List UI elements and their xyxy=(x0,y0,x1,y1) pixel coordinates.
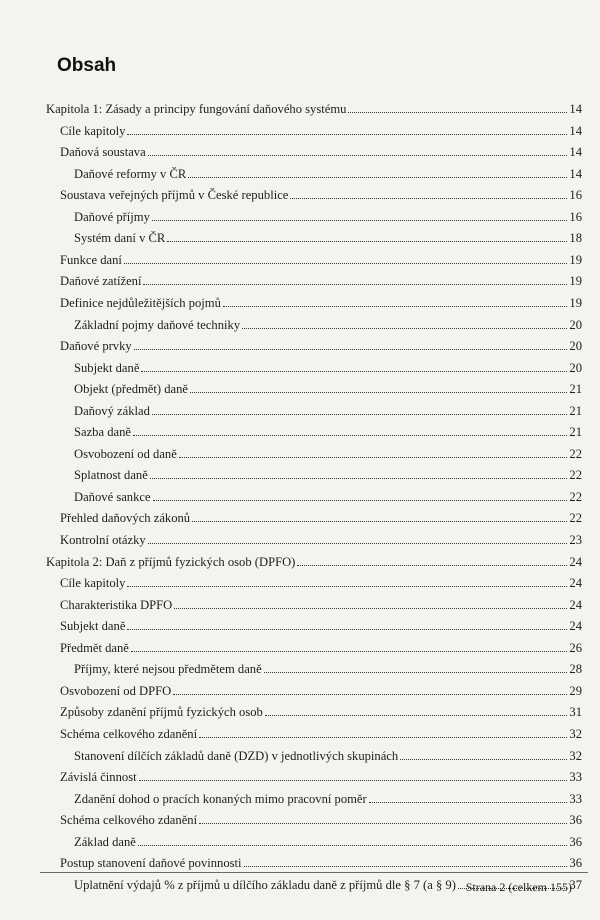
toc-entry xyxy=(60,699,582,719)
toc-dot-leader xyxy=(369,802,568,803)
toc-entry xyxy=(60,635,582,655)
toc-dot-leader xyxy=(139,780,568,781)
toc-entry-title: Způsoby zdanění příjmů fyzických osob xyxy=(60,705,263,720)
toc-entry-title: Postup stanovení daňové povinnosti xyxy=(60,856,242,871)
toc-entry xyxy=(60,807,582,827)
toc-entry-page-number: 32 xyxy=(569,726,582,741)
toc-entry-title: Daňové reformy v ČR xyxy=(74,166,187,181)
toc-entry xyxy=(60,505,582,525)
toc-entry-title: Schéma celkového zdanění xyxy=(60,726,198,741)
toc-entry-page-number: 19 xyxy=(569,295,582,310)
toc-entry-page-number: 33 xyxy=(569,791,582,806)
toc-entry-title: Kontrolní otázky xyxy=(60,533,146,547)
footer-divider xyxy=(40,872,588,873)
toc-entry-title: Daňové sankce xyxy=(74,489,151,504)
toc-dot-leader xyxy=(265,715,568,716)
toc-entry-title: Sazba daně xyxy=(74,425,131,440)
toc-entry xyxy=(74,656,582,676)
toc-dot-leader xyxy=(242,328,567,329)
toc-dot-leader xyxy=(199,823,567,824)
toc-entry xyxy=(74,441,582,461)
toc-entry-title: Charakteristika DPFO xyxy=(60,597,173,612)
toc-dot-leader xyxy=(174,608,567,609)
toc-entry-page-number: 19 xyxy=(569,252,582,267)
toc-entry-title: Cíle kapitoly xyxy=(60,123,126,138)
toc-dot-leader xyxy=(348,112,567,113)
toc-entry-title: Uplatnění výdajů % z příjmů u dílčího základu daně z příjmů dle § 7 (a § 9) xyxy=(74,877,456,892)
toc-entry-page-number: 36 xyxy=(569,813,582,828)
toc-dot-leader xyxy=(152,220,568,221)
toc-entry-page-number: 24 xyxy=(569,619,582,634)
toc-dot-leader xyxy=(244,866,568,867)
toc-entry xyxy=(60,139,582,159)
toc-entry-title: Subjekt daně xyxy=(60,619,126,634)
toc-entry-page-number: 24 xyxy=(569,576,582,591)
toc-dot-leader xyxy=(179,457,568,458)
toc-entry-title: Přehled daňových zákonů xyxy=(60,511,191,526)
toc-entry xyxy=(60,247,582,267)
toc-entry xyxy=(60,721,582,741)
toc-entry-page-number: 21 xyxy=(569,425,582,440)
toc-dot-leader xyxy=(190,392,567,393)
toc-dot-leader xyxy=(150,478,568,479)
toc-entry-title: Schéma celkového zdanění xyxy=(60,813,198,828)
toc-entry xyxy=(74,355,582,375)
toc-entry-title: Kapitola 2: Daň z příjmů fyzických osob (DPFO) xyxy=(46,554,296,569)
toc-entry xyxy=(74,204,582,224)
toc-entry xyxy=(74,743,582,763)
toc-entry-title: Daňové prvky xyxy=(60,339,132,354)
toc-entry-page-number: 28 xyxy=(569,662,582,677)
toc-entry-page-number: 29 xyxy=(569,683,582,698)
toc-dot-leader xyxy=(290,198,567,199)
toc-entry-page-number: 22 xyxy=(569,489,582,504)
toc-entry xyxy=(60,118,582,138)
toc-dot-leader xyxy=(199,737,567,738)
toc-entry-page-number: 20 xyxy=(569,317,582,332)
toc-entry-page-number: 20 xyxy=(569,360,582,375)
toc-entry-title: Daňová soustava xyxy=(60,145,146,160)
toc-entry xyxy=(60,290,582,310)
toc-dot-leader xyxy=(143,284,567,285)
toc-entry-title: Daňový základ xyxy=(74,403,150,418)
toc-entry-page-number: 24 xyxy=(569,554,582,569)
toc-entry-page-number: 32 xyxy=(569,748,582,763)
toc-dot-leader xyxy=(152,414,568,415)
toc-dot-leader xyxy=(223,306,568,307)
toc-dot-leader xyxy=(264,672,568,673)
toc-dot-leader xyxy=(127,629,567,630)
toc-entry xyxy=(74,829,582,849)
toc-entry-title: Závislá činnost xyxy=(60,770,137,785)
toc-entry-title: Základ daně xyxy=(74,834,136,849)
toc-dot-leader xyxy=(134,349,568,350)
toc-dot-leader xyxy=(148,543,568,544)
toc-entry xyxy=(74,419,582,439)
toc-entry-page-number: 19 xyxy=(569,274,582,289)
toc-dot-leader xyxy=(138,845,568,846)
toc-entry-title: Základní pojmy daňové techniky xyxy=(74,317,241,332)
toc-entry-title: Osvobození od daně xyxy=(74,446,177,461)
page-number-footer: Strana 2 (celkem 155) xyxy=(465,880,572,894)
toc-dot-leader xyxy=(133,435,567,436)
toc-entry xyxy=(60,850,582,870)
toc-entry-page-number: 14 xyxy=(569,145,582,160)
toc-entry-title: Subjekt daně xyxy=(74,360,140,375)
toc-entry-page-number: 21 xyxy=(569,403,582,418)
toc-dot-leader xyxy=(127,586,567,587)
toc-dot-leader xyxy=(124,263,568,264)
toc-entry xyxy=(60,333,582,353)
toc-dot-leader xyxy=(297,565,567,566)
toc-entry-title: Předmět daně xyxy=(60,640,129,655)
toc-entry-page-number: 24 xyxy=(569,597,582,612)
toc-entry-page-number: 23 xyxy=(569,533,582,547)
toc-entry-page-number: 26 xyxy=(569,640,582,655)
toc-entry xyxy=(74,398,582,418)
toc-entry-title: Soustava veřejných příjmů v České republice xyxy=(60,188,289,203)
toc-entry-page-number: 16 xyxy=(569,188,582,203)
toc-entry-title: Zdanění dohod o pracích konaných mimo pracovní poměr xyxy=(74,791,367,806)
toc-entry-title: Funkce daní xyxy=(60,252,122,267)
toc-entry-title: Cíle kapitoly xyxy=(60,576,126,591)
toc-dot-leader xyxy=(153,500,568,501)
toc-entry-page-number: 22 xyxy=(569,468,582,483)
toc-entry xyxy=(60,268,582,288)
toc-entry-title: Splatnost daně xyxy=(74,468,148,483)
toc-dot-leader xyxy=(192,521,567,522)
toc-entry xyxy=(74,312,582,332)
toc-entry-page-number: 31 xyxy=(569,705,582,720)
toc-entry xyxy=(74,462,582,482)
toc-entry-title: Daňové příjmy xyxy=(74,209,150,224)
toc-dot-leader xyxy=(131,651,568,652)
toc-entry-title: Systém daní v ČR xyxy=(74,231,166,246)
toc-heading: Obsah xyxy=(57,55,117,76)
toc-entry xyxy=(74,225,582,245)
toc-entry-title: Definice nejdůležitějších pojmů xyxy=(60,295,221,310)
toc-entry xyxy=(60,570,582,590)
toc-entry-page-number: 18 xyxy=(569,231,582,246)
toc-entry-page-number: 14 xyxy=(569,102,582,116)
toc-entry-page-number: 22 xyxy=(569,446,582,461)
toc-entry-title: Kapitola 1: Zásady a principy fungování daňového systému xyxy=(46,102,347,116)
toc-entry-page-number: 14 xyxy=(569,166,582,181)
toc-entry-title: Daňové zatížení xyxy=(60,274,142,289)
toc-dot-leader xyxy=(141,371,567,372)
toc-entry-title: Objekt (předmět) daně xyxy=(74,382,188,397)
toc-entry-page-number: 21 xyxy=(569,382,582,397)
toc-entry-page-number: 20 xyxy=(569,339,582,354)
toc-entry xyxy=(60,182,582,202)
toc-dot-leader xyxy=(173,694,567,695)
toc-entry-title: Osvobození od DPFO xyxy=(60,683,172,698)
toc-entry-page-number: 14 xyxy=(569,123,582,138)
toc-chapter-entry xyxy=(46,96,582,116)
toc-entry-page-number: 22 xyxy=(569,511,582,526)
toc-entry-page-number: 36 xyxy=(569,834,582,849)
toc-dot-leader xyxy=(188,177,567,178)
toc-dot-leader xyxy=(148,155,568,156)
toc-entry-page-number: 37 xyxy=(569,877,582,892)
toc-entry xyxy=(74,484,582,504)
toc-entry xyxy=(60,764,582,784)
toc-entry xyxy=(60,678,582,698)
toc-dot-leader xyxy=(127,134,567,135)
toc-dot-leader xyxy=(167,241,567,242)
toc-entry xyxy=(74,786,582,806)
toc-entry xyxy=(74,161,582,181)
toc-dot-leader xyxy=(400,759,567,760)
toc-entry xyxy=(60,613,582,633)
toc-entry-page-number: 33 xyxy=(569,770,582,785)
toc-entry-page-number: 16 xyxy=(569,209,582,224)
toc-entry xyxy=(74,376,582,396)
toc-entry-page-number: 36 xyxy=(569,856,582,871)
toc-chapter-entry xyxy=(46,549,582,569)
toc-entry-title: Stanovení dílčích základů daně (DZD) v jednotlivých skupinách xyxy=(74,748,399,763)
toc-entry xyxy=(60,592,582,612)
toc-entry xyxy=(60,527,582,547)
toc-entry-title: Příjmy, které nejsou předmětem daně xyxy=(74,662,262,677)
